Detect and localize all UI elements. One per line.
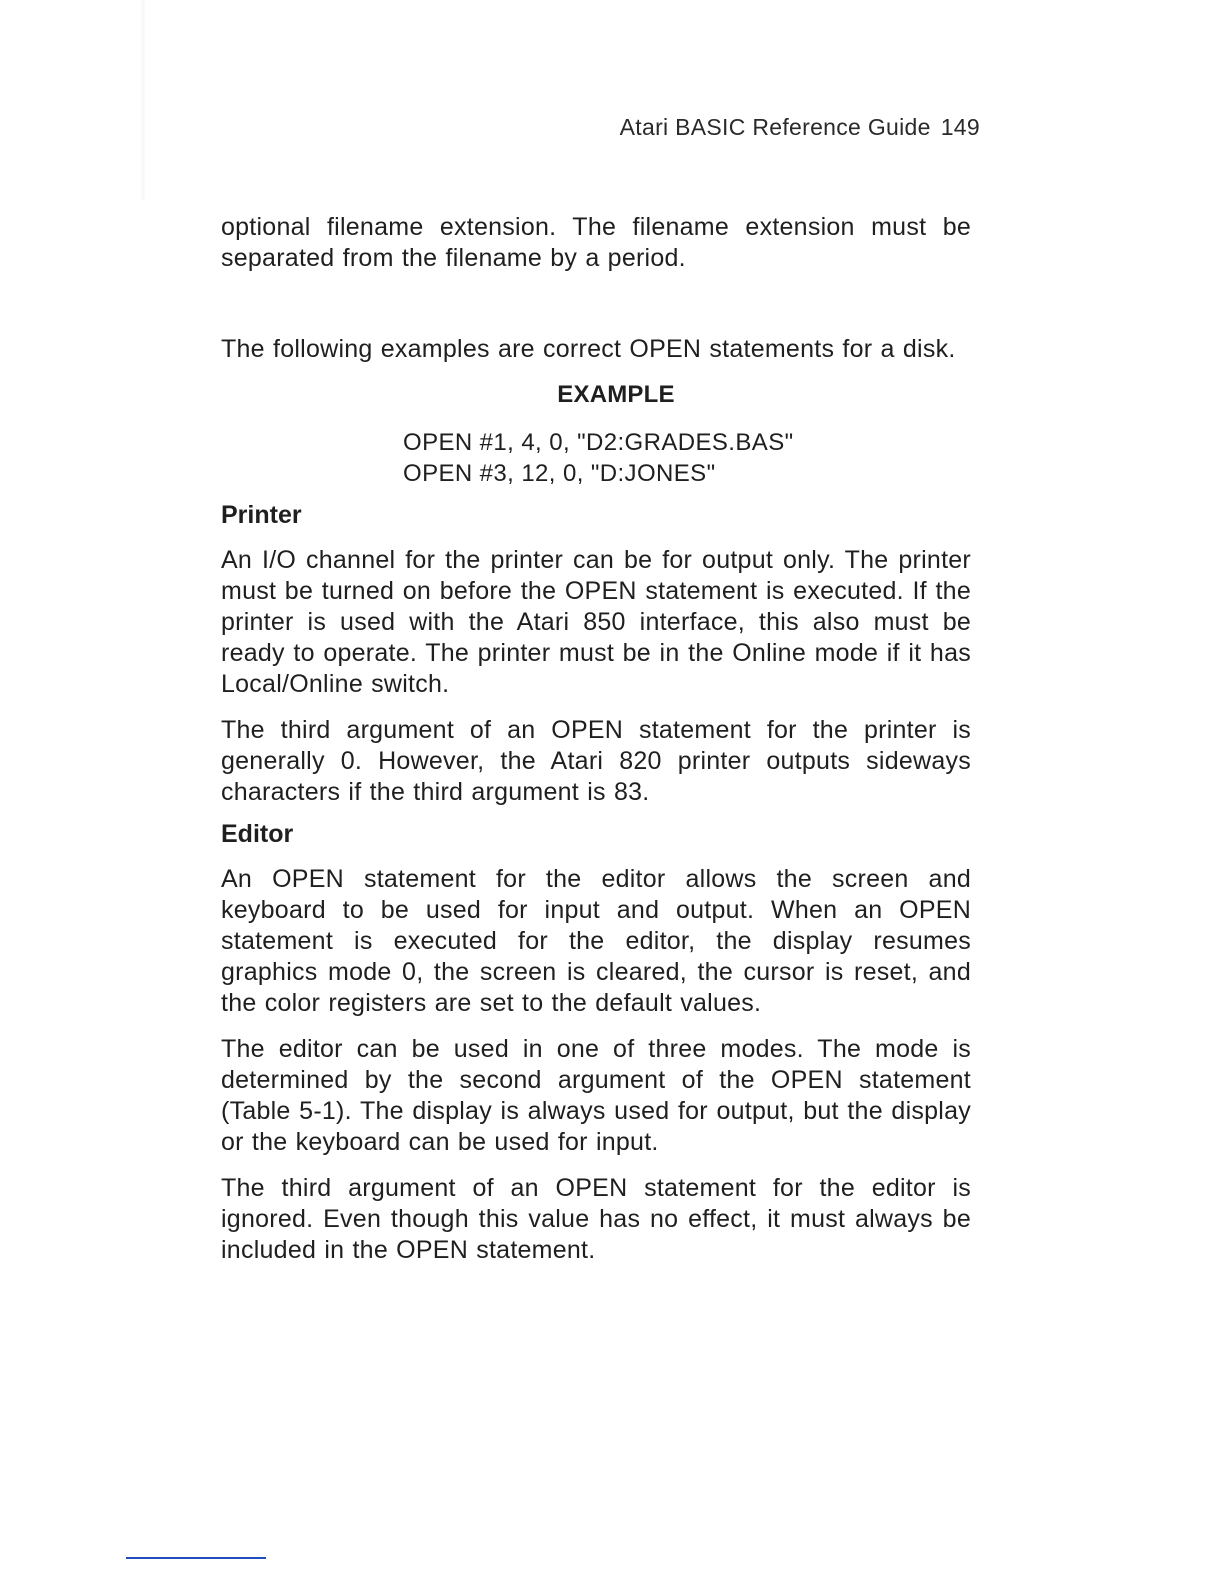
editor-paragraph-2: The editor can be used in one of three modes. The mode is determined by the second argument of the OPEN statement (Table 5-1). The display is always used for output, but the display or the keyboard can be used for input. (221, 1035, 971, 1156)
paragraph-intro: optional filename extension. The filename extension must be separated from the filename by a period. (221, 213, 971, 272)
editor-paragraph-3: The third argument of an OPEN statement for the editor is ignored. Even though this value has no effect, it must always be included in the OPEN statement. (221, 1174, 971, 1264)
scan-shadow (140, 0, 146, 200)
running-header (560, 114, 980, 141)
printer-paragraph-1: An I/O channel for the printer can be for output only. The printer must be turned on before the OPEN statement is executed. If the printer is used with the Atari 850 interface, this also must be ready to operate. The printer must be in the Online mode if it has Local/Online switch. (221, 546, 971, 698)
printer-paragraph-2: The third argument of an OPEN statement for the printer is generally 0. However, the Atari 820 printer outputs sideways characters if the third argument is 83. (221, 716, 971, 806)
footnote-rule (126, 1557, 266, 1559)
paragraph-examples-intro: The following examples are correct OPEN statements for a disk. (221, 335, 956, 363)
editor-paragraph-1: An OPEN statement for the editor allows the screen and keyboard to be used for input and output. When an OPEN statement is executed for the editor, the display resumes graphics mode 0, the screen is cleared, the cursor is reset, and the color registers are set to the default values. (221, 865, 971, 1017)
page-number: 149 (940, 114, 980, 140)
editor-heading: Editor (221, 820, 294, 848)
printer-heading: Printer (221, 501, 302, 529)
body-text (221, 212, 971, 1266)
code-block (403, 427, 971, 489)
code-line: OPEN #1, 4, 0, "D2:GRADES.BAS" (403, 429, 794, 456)
running-header-title: Atari BASIC Reference Guide (619, 114, 931, 140)
example-heading: EXAMPLE (557, 381, 675, 408)
code-line: OPEN #3, 12, 0, "D:JONES" (403, 460, 716, 487)
